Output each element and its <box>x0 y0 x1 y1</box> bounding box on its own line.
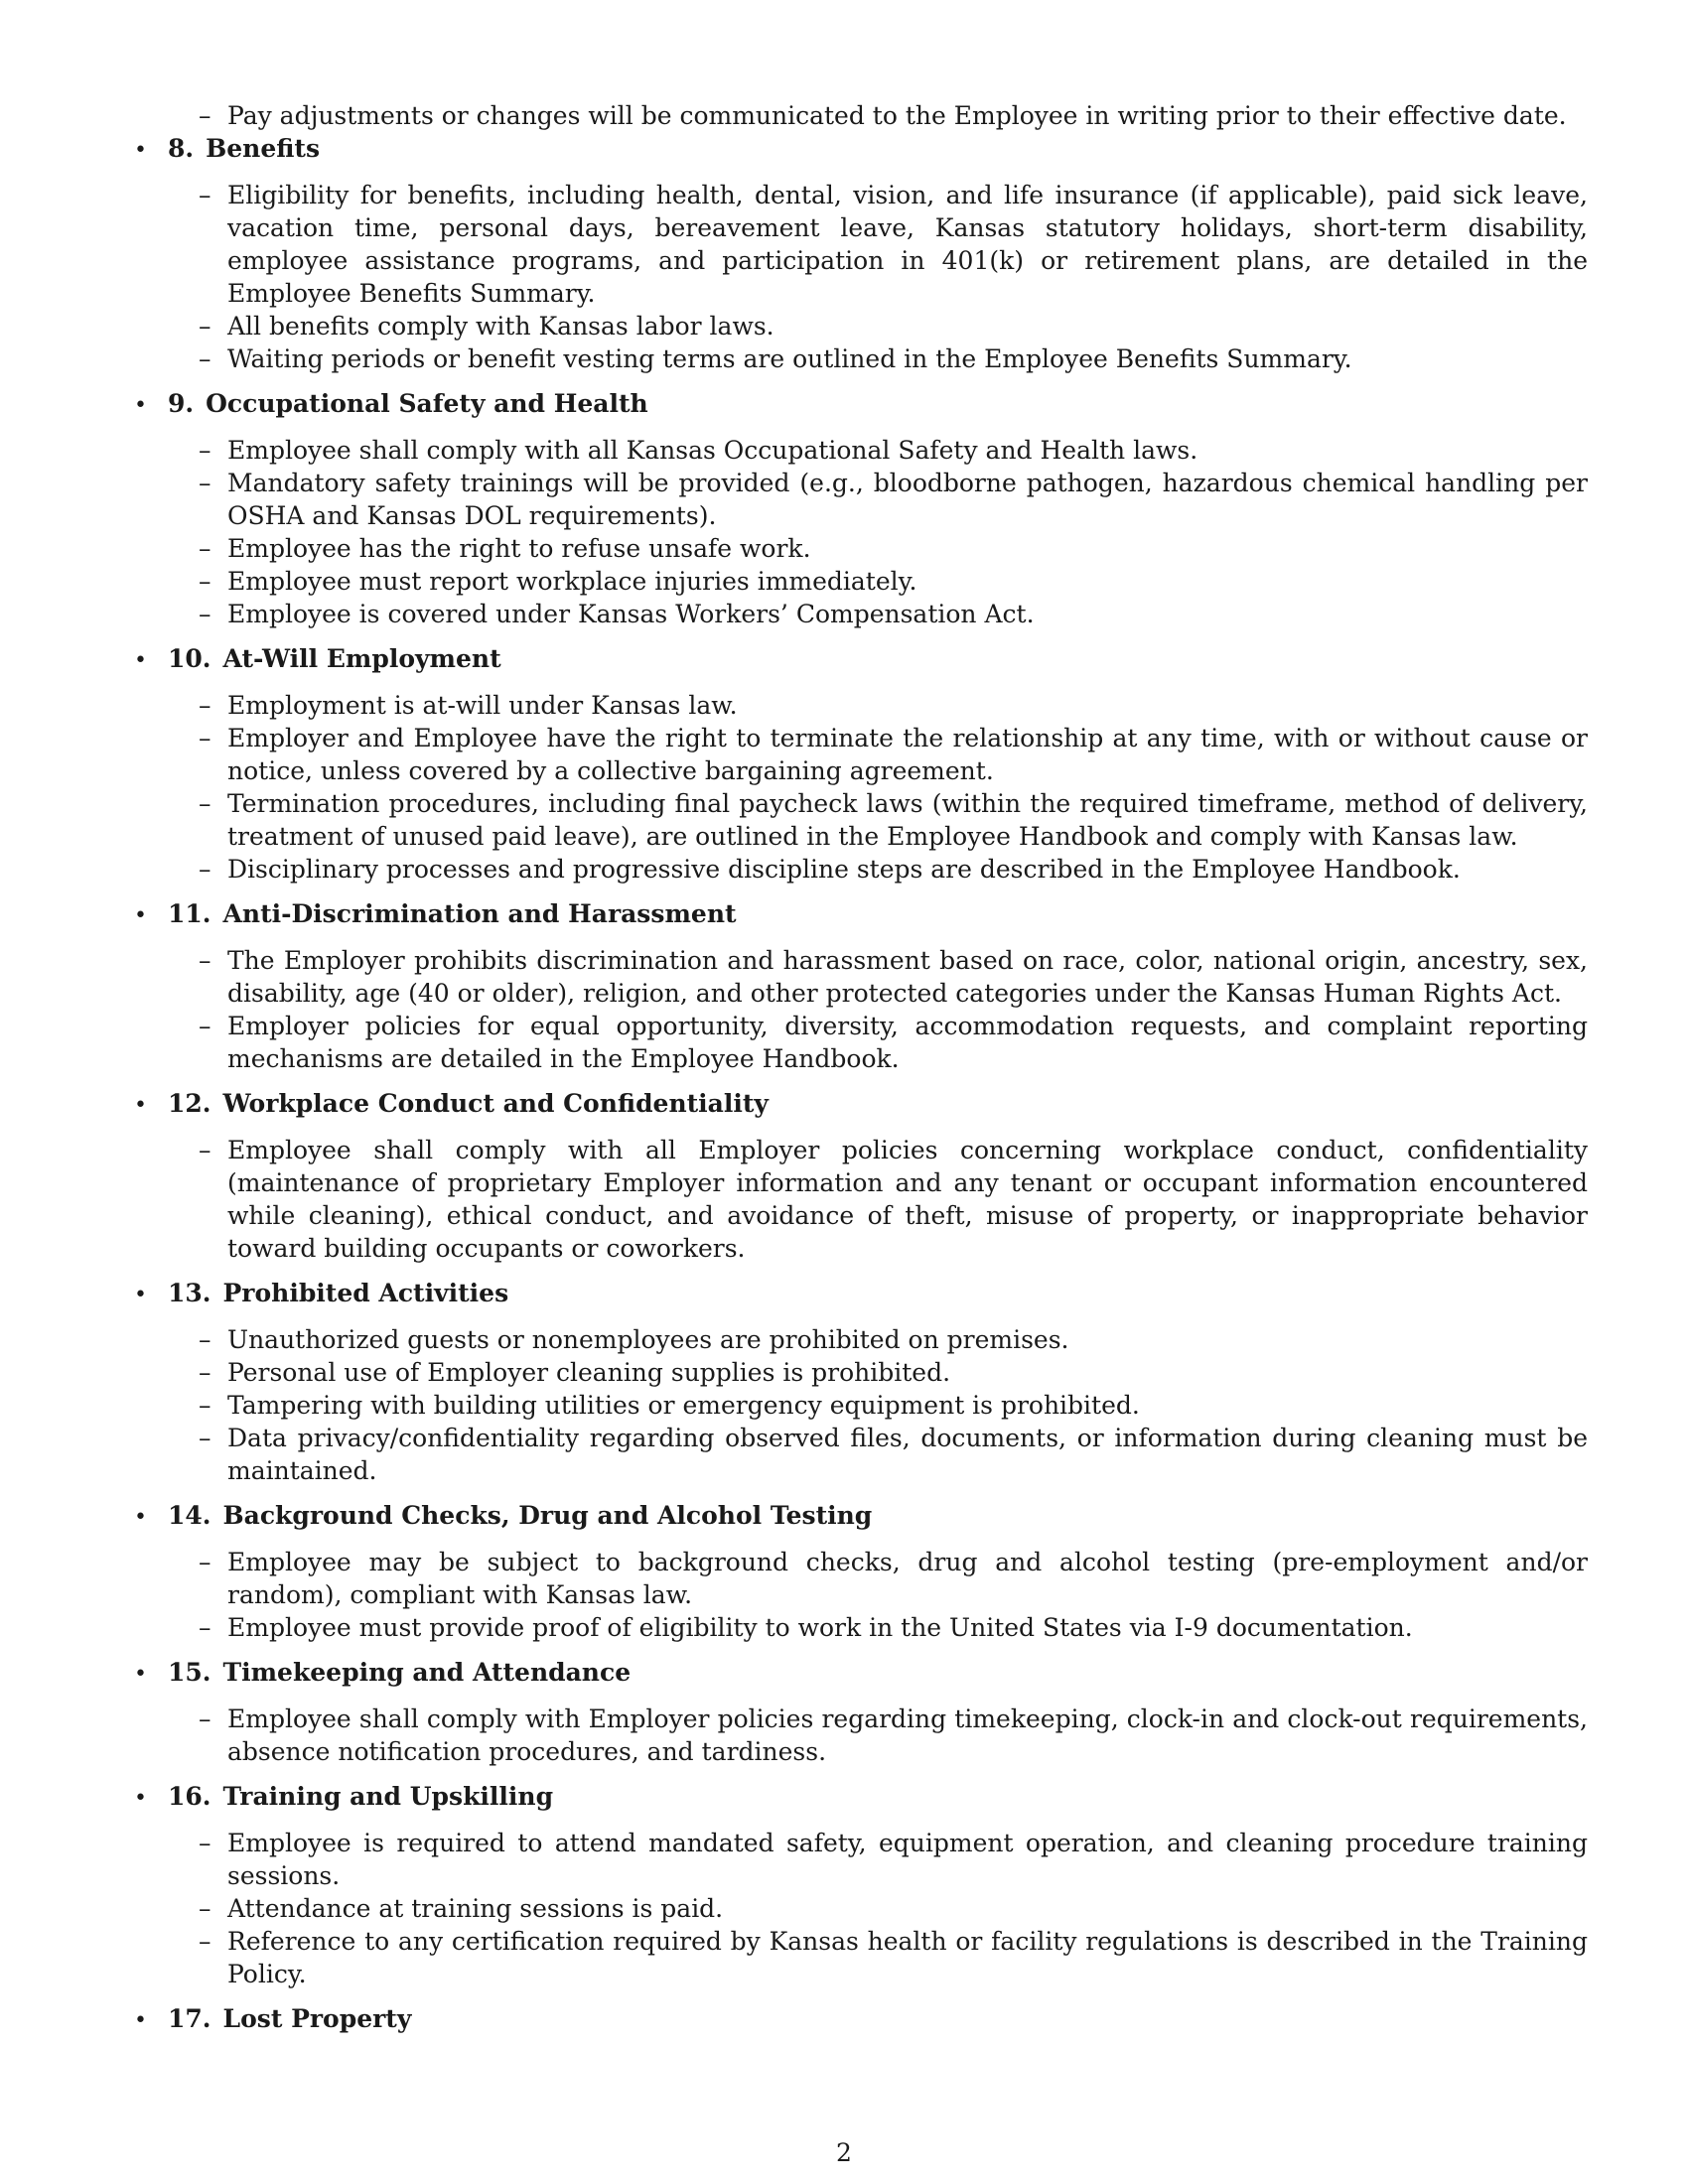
list-item-text: All benefits comply with Kansas labor laws. <box>227 312 774 341</box>
dash-marker: – <box>199 855 211 884</box>
list-item <box>134 179 1588 310</box>
section-title: Workplace Conduct and Confidentiality <box>222 1089 769 1118</box>
list-item-text: The Employer prohibits discrimination and harassment based on race, color, national origin, ancestry, sex, disability, age (40 or older), religion, and other protected categories under the Kansas Human Rights Act. <box>227 946 1588 1008</box>
list-item <box>134 565 1588 598</box>
section-number: 12. <box>168 1089 211 1118</box>
dash-marker: – <box>199 181 211 209</box>
list-item-text: Employer and Employee have the right to terminate the relationship at any time, with or without cause or notice, unless covered by a collective bargaining agreement. <box>227 724 1588 785</box>
section-number: 11. <box>168 899 211 928</box>
section-heading <box>134 1656 1588 1689</box>
section-number: 16. <box>168 1782 211 1811</box>
list-item <box>134 853 1588 886</box>
bullet-marker: • <box>134 1505 147 1530</box>
list-item-text: Mandatory safety trainings will be provided (e.g., bloodborne pathogen, hazardous chemical handling per OSHA and Kansas DOL requirements). <box>227 469 1588 530</box>
list-item <box>134 532 1588 565</box>
section-heading <box>134 1277 1588 1309</box>
dash-marker: – <box>199 101 211 130</box>
list-item-text: Employee shall comply with all Kansas Occupational Safety and Health laws. <box>227 436 1198 465</box>
dash-marker: – <box>199 1705 211 1733</box>
dash-marker: – <box>199 1325 211 1354</box>
list-item <box>134 1546 1588 1611</box>
section <box>134 1780 1588 1990</box>
dash-marker: – <box>199 344 211 373</box>
dash-marker: – <box>199 1424 211 1452</box>
list-item <box>134 1389 1588 1422</box>
list-item <box>134 689 1588 722</box>
list-item <box>134 1422 1588 1487</box>
list-item-text: Employee shall comply with all Employer policies concerning workplace conduct, confidentiality (maintenance of proprietary Employer information and any tenant or occupant information encountered while cleaning), ethical conduct, and avoidance of theft, misuse of property, or inappropriate behavior toward building occupants or coworkers. <box>227 1136 1588 1263</box>
dash-marker: – <box>199 1391 211 1420</box>
section-item-list <box>134 434 1588 630</box>
section-title: Occupational Safety and Health <box>206 389 648 418</box>
list-item-text: Employer policies for equal opportunity, diversity, accommodation requests, and complaint reporting mechanisms are detailed in the Employee Handbook. <box>227 1012 1588 1073</box>
section-item-list <box>134 1134 1588 1265</box>
section <box>134 1499 1588 1644</box>
list-item-text: Unauthorized guests or nonemployees are prohibited on premises. <box>227 1325 1069 1354</box>
section-heading <box>134 897 1588 930</box>
dash-marker: – <box>199 567 211 596</box>
list-item <box>134 1356 1588 1389</box>
section <box>134 132 1588 375</box>
section-item-list <box>134 1827 1588 1990</box>
section-number: 14. <box>168 1501 211 1530</box>
list-item <box>134 722 1588 787</box>
section-number: 10. <box>168 644 211 673</box>
section <box>134 2002 1588 2035</box>
section-title: Timekeeping and Attendance <box>222 1658 632 1687</box>
section <box>134 1087 1588 1265</box>
section <box>134 1277 1588 1487</box>
bullet-marker: • <box>134 138 147 163</box>
list-item <box>134 1827 1588 1892</box>
section-item-list <box>134 1703 1588 1768</box>
list-item-text: Reference to any certification required by Kansas health or facility regulations is described in the Training Policy. <box>227 1927 1588 1988</box>
list-item-text: Pay adjustments or changes will be communicated to the Employee in writing prior to their effective date. <box>227 101 1567 130</box>
page-number: 2 <box>836 2138 852 2167</box>
section-heading <box>134 2002 1588 2035</box>
section-title: Benefits <box>206 134 321 163</box>
list-item-text: Waiting periods or benefit vesting terms are outlined in the Employee Benefits Summary. <box>227 344 1352 373</box>
list-item <box>134 1892 1588 1925</box>
section-heading <box>134 642 1588 675</box>
list-item <box>134 1925 1588 1990</box>
bullet-marker: • <box>134 1662 147 1687</box>
dash-marker: – <box>199 1548 211 1576</box>
dash-marker: – <box>199 436 211 465</box>
list-item <box>134 1703 1588 1768</box>
bullet-marker: • <box>134 648 147 673</box>
section <box>134 897 1588 1075</box>
section-number: 13. <box>168 1279 211 1307</box>
list-item <box>134 434 1588 467</box>
bullet-marker: • <box>134 1093 147 1118</box>
list-item <box>134 1611 1588 1644</box>
section <box>134 1656 1588 1768</box>
dash-marker: – <box>199 1012 211 1040</box>
dash-marker: – <box>199 946 211 975</box>
list-item-text: Personal use of Employer cleaning supplies is prohibited. <box>227 1358 951 1387</box>
dash-marker: – <box>199 1136 211 1164</box>
section-number: 15. <box>168 1658 211 1687</box>
bullet-marker: • <box>134 1786 147 1811</box>
section-heading <box>134 387 1588 420</box>
list-item-text: Eligibility for benefits, including health, dental, vision, and life insurance (if applicable), paid sick leave, vacation time, personal days, bereavement leave, Kansas statutory holidays, short-term disability, employee assistance programs, and participation in 401(k) or retirement plans, are detailed in the Employee Benefits Summary. <box>227 181 1588 308</box>
dash-marker: – <box>199 724 211 752</box>
section-title: Background Checks, Drug and Alcohol Testing <box>222 1501 873 1530</box>
dash-marker: – <box>199 1894 211 1923</box>
list-item-text: Employee may be subject to background checks, drug and alcohol testing (pre-employment and/or random), compliant with Kansas law. <box>227 1548 1588 1609</box>
section-item-list <box>134 1546 1588 1644</box>
list-item-text: Employee has the right to refuse unsafe work. <box>227 534 811 563</box>
section-heading <box>134 1499 1588 1532</box>
dash-marker: – <box>199 469 211 497</box>
section-title: Anti-Discrimination and Harassment <box>222 899 737 928</box>
list-item-text: Tampering with building utilities or emergency equipment is prohibited. <box>227 1391 1140 1420</box>
section-list <box>134 132 1588 2035</box>
section-title: Prohibited Activities <box>222 1279 509 1307</box>
section-number: 17. <box>168 2004 211 2033</box>
dash-marker: – <box>199 1613 211 1642</box>
section-heading <box>134 1087 1588 1120</box>
list-item-text: Employee must report workplace injuries immediately. <box>227 567 917 596</box>
section-title: Training and Upskilling <box>222 1782 554 1811</box>
list-item <box>134 787 1588 853</box>
list-item-text: Employee is covered under Kansas Workers’ Compensation Act. <box>227 600 1035 628</box>
list-item-text: Termination procedures, including final paycheck laws (within the required timeframe, method of delivery, treatment of unused paid leave), are outlined in the Employee Handbook and comply with Kansas law. <box>227 789 1588 851</box>
list-item-text: Employee is required to attend mandated safety, equipment operation, and cleaning procedure training sessions. <box>227 1829 1588 1890</box>
list-item <box>134 342 1588 375</box>
section <box>134 642 1588 886</box>
bullet-marker: • <box>134 1283 147 1307</box>
bullet-marker: • <box>134 903 147 928</box>
list-item <box>134 1323 1588 1356</box>
list-item-text: Disciplinary processes and progressive discipline steps are described in the Employee Handbook. <box>227 855 1461 884</box>
section-title: Lost Property <box>222 2004 412 2033</box>
dash-marker: – <box>199 691 211 720</box>
list-item <box>134 1134 1588 1265</box>
list-item <box>134 310 1588 342</box>
section-heading <box>134 1780 1588 1813</box>
dash-marker: – <box>199 312 211 341</box>
bullet-marker: • <box>134 393 147 418</box>
continued-item-list <box>134 99 1588 132</box>
list-item-text: Attendance at training sessions is paid. <box>227 1894 724 1923</box>
list-item <box>134 99 1588 132</box>
document-body <box>134 99 1588 2047</box>
list-item-text: Employment is at-will under Kansas law. <box>227 691 738 720</box>
list-item-text: Data privacy/confidentiality regarding observed files, documents, or information during cleaning must be maintained. <box>227 1424 1588 1485</box>
bullet-marker: • <box>134 2008 147 2033</box>
list-item <box>134 598 1588 630</box>
list-item <box>134 467 1588 532</box>
dash-marker: – <box>199 1358 211 1387</box>
section-title: At-Will Employment <box>222 644 501 673</box>
section-number: 9. <box>168 389 195 418</box>
dash-marker: – <box>199 600 211 628</box>
section-number: 8. <box>168 134 195 163</box>
dash-marker: – <box>199 789 211 818</box>
section-item-list <box>134 944 1588 1075</box>
list-item <box>134 1010 1588 1075</box>
dash-marker: – <box>199 1829 211 1857</box>
section-item-list <box>134 689 1588 886</box>
list-item-text: Employee shall comply with Employer policies regarding timekeeping, clock-in and clock-out requirements, absence notification procedures, and tardiness. <box>227 1705 1588 1766</box>
section <box>134 387 1588 630</box>
section-item-list <box>134 179 1588 375</box>
dash-marker: – <box>199 534 211 563</box>
list-item <box>134 944 1588 1010</box>
section-heading <box>134 132 1588 165</box>
list-item-text: Employee must provide proof of eligibility to work in the United States via I-9 documentation. <box>227 1613 1413 1642</box>
section-item-list <box>134 1323 1588 1487</box>
dash-marker: – <box>199 1927 211 1956</box>
